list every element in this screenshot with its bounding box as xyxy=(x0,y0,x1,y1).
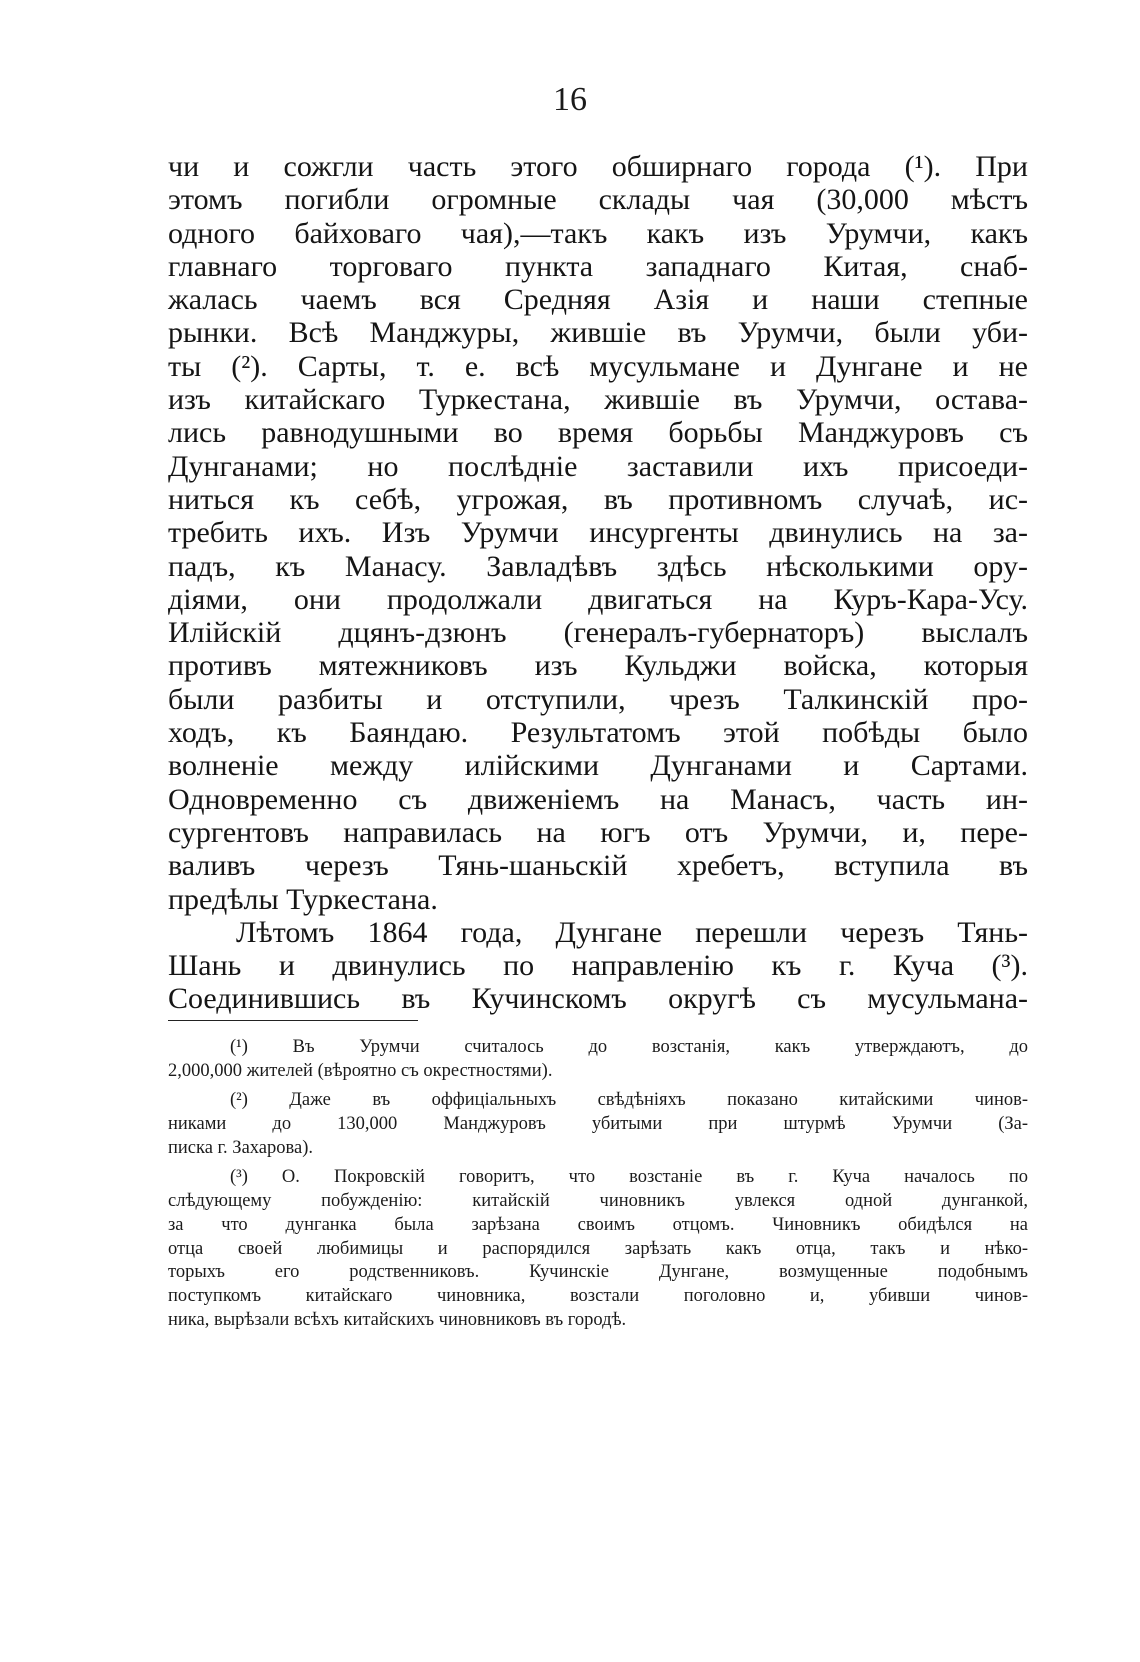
text-line: Одновременно съ движеніемъ на Манасъ, часть ин- xyxy=(168,782,1028,816)
text-line: Шань и двинулись по направленію къ г. Куча (³). xyxy=(168,949,1028,983)
text-line: сургентовъ направилась на югъ отъ Урумчи, и, пере- xyxy=(168,815,1028,849)
footnote-line: (²) Даже въ оффиціальныхъ свѣдѣніяхъ показано китайскими чинов- xyxy=(230,1090,1028,1111)
text-line: были разбиты и отступили, чрезъ Талкинскій про- xyxy=(168,682,1028,716)
footnotes xyxy=(168,1036,1028,1338)
footnote-line: 2,000,000 жителей (вѣроятно съ окрестностями). xyxy=(168,1060,553,1081)
main-text xyxy=(168,150,1028,1016)
text-line: ты (²). Сарты, т. е. всѣ мусульмане и Дунгане и не xyxy=(168,349,1028,383)
text-line: Илійскій дцянъ-дзюнъ (генералъ-губернаторъ) выслалъ xyxy=(168,616,1028,650)
text-line: предѣлы Туркестана. xyxy=(168,882,438,916)
text-line: валивъ черезъ Тянь-шаньскій хребетъ, вступила въ xyxy=(168,849,1028,883)
text-line: ниться къ себѣ, угрожая, въ противномъ случаѣ, ис- xyxy=(168,482,1028,516)
text-line: падъ, къ Манасу. Завладѣвъ здѣсь нѣсколькими ору- xyxy=(168,549,1028,583)
text-line: противъ мятежниковъ изъ Кульджи войска, которыя xyxy=(168,649,1028,683)
footnote-line: отца своей любимицы и распорядился зарѣзать какъ отца, такъ и нѣко- xyxy=(168,1238,1028,1259)
footnote-2 xyxy=(168,1089,1028,1160)
text-line: рынки. Всѣ Манджуры, жившіе въ Урумчи, были уби- xyxy=(168,316,1028,350)
text-line: требить ихъ. Изъ Урумчи инсургенты двинулись на за- xyxy=(168,516,1028,550)
text-line: чи и сожгли часть этого обширнаго города (¹). При xyxy=(168,150,1028,183)
text-line: лись равнодушными во время борьбы Манджуровъ съ xyxy=(168,416,1028,450)
text-line: изъ китайскаго Туркестана, жившіе въ Урумчи, остава- xyxy=(168,383,1028,417)
text-line: діями, они продолжали двигаться на Куръ-Кара-Усу. xyxy=(168,582,1028,616)
text-line: ходъ, къ Баяндаю. Результатомъ этой побѣды было xyxy=(168,716,1028,750)
text-line: Дунганами; но послѣдніе заставили ихъ присоеди- xyxy=(168,449,1028,483)
footnote-separator xyxy=(168,1020,418,1021)
footnote-line: поступкомъ китайскаго чиновника, возстали поголовно и, убивши чинов- xyxy=(168,1285,1028,1306)
paragraph-start-line: Лѣтомъ 1864 года, Дунгане перешли черезъ Тянь- xyxy=(236,915,1028,949)
text-line: главнаго торговаго пункта западнаго Китая, снаб- xyxy=(168,249,1028,283)
footnote-line: ника, вырѣзали всѣхъ китайскихъ чиновниковъ въ городѣ. xyxy=(168,1309,627,1330)
text-line: этомъ погибли огромные склады чая (30,000 мѣстъ xyxy=(168,183,1028,217)
footnote-line: писка г. Захарова). xyxy=(168,1137,313,1158)
page-number: 16 xyxy=(553,81,587,118)
footnote-line: никами до 130,000 Манджуровъ убитыми при штурмѣ Урумчи (За- xyxy=(168,1114,1028,1135)
footnote-line: слѣдующему побужденію: китайскій чиновникъ увлекся одной дунганкой, xyxy=(168,1191,1028,1212)
footnote-line: торыхъ его родственниковъ. Кучинскіе Дунгане, возмущенные подобнымъ xyxy=(168,1262,1028,1283)
text-line: Соединившись въ Кучинскомъ округѣ съ мусульмана- xyxy=(168,982,1028,1016)
text-line: одного байховаго чая),—такъ какъ изъ Урумчи, какъ xyxy=(168,216,1028,250)
text-line: жалась чаемъ вся Средняя Азія и наши степные xyxy=(168,283,1028,317)
footnote-line: (³) О. Покровскій говоритъ, что возстаніе въ г. Куча началось по xyxy=(230,1167,1028,1188)
text-line: волненіе между илійскими Дунганами и Сартами. xyxy=(168,749,1028,783)
footnote-1 xyxy=(168,1036,1028,1083)
footnote-3 xyxy=(168,1166,1028,1332)
footnote-line: за что дунганка была зарѣзана своимъ отцомъ. Чиновникъ обидѣлся на xyxy=(168,1214,1028,1235)
footnote-line: (¹) Въ Урумчи считалось до возстанія, какъ утверждаютъ, до xyxy=(230,1037,1028,1057)
